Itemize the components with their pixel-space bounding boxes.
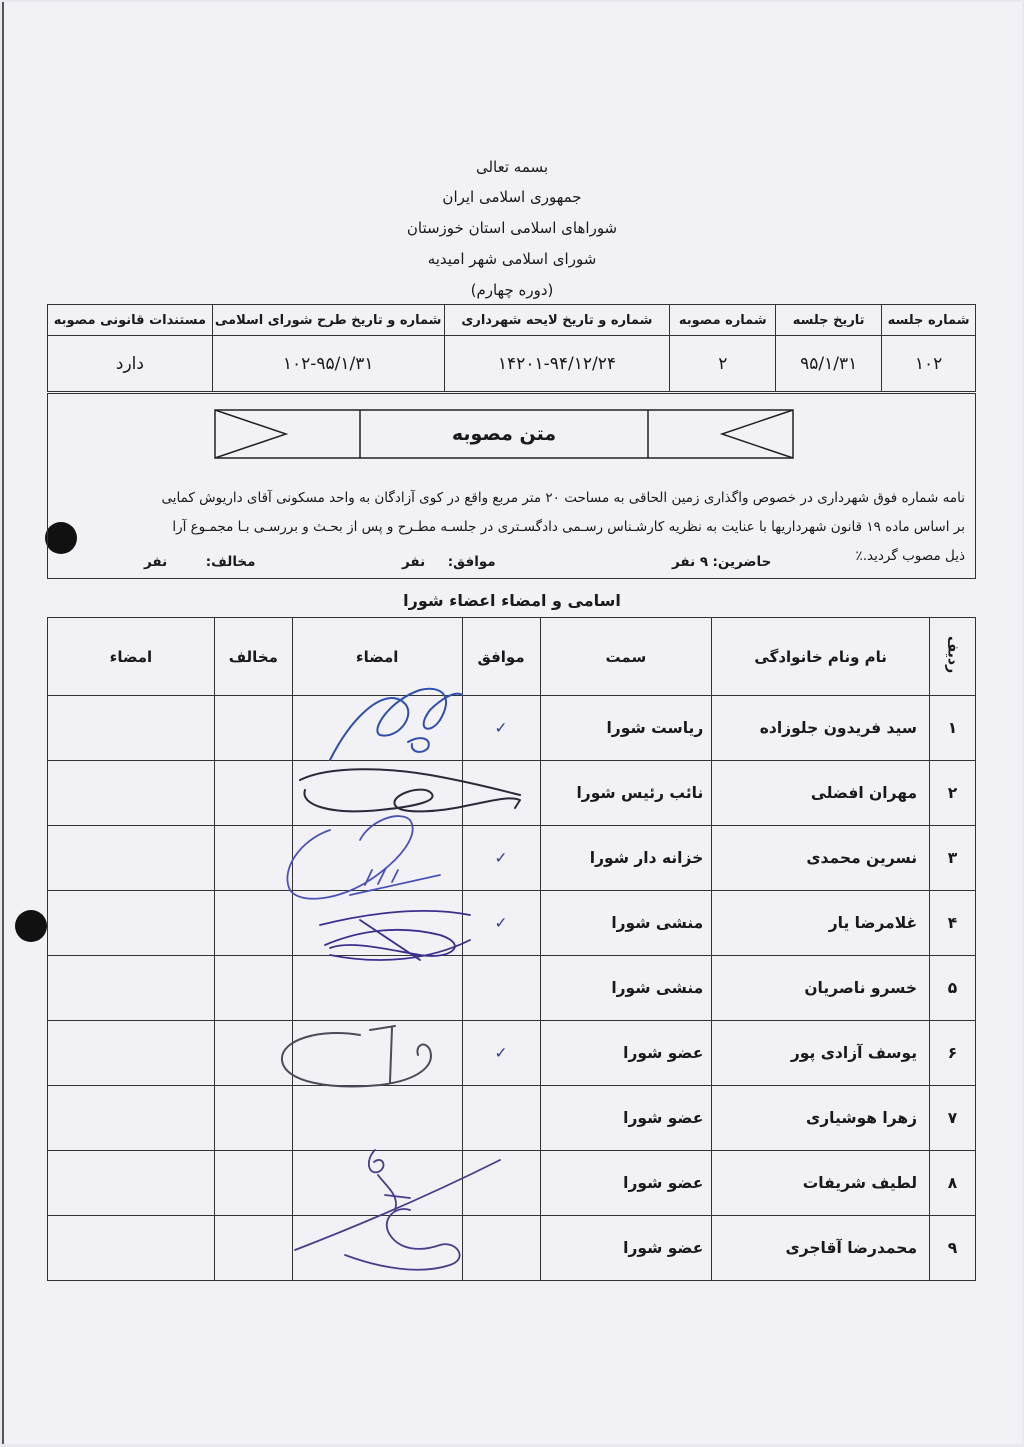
oppose-cell bbox=[214, 826, 292, 891]
signature-oppose-cell bbox=[48, 696, 215, 761]
oppose-cell bbox=[214, 956, 292, 1021]
member-name: لطیف شریفات bbox=[712, 1151, 930, 1216]
signature-cell bbox=[292, 1086, 462, 1151]
signature-cell bbox=[292, 891, 462, 956]
member-role: عضو شورا bbox=[540, 1216, 712, 1281]
resolution-line: ذیل مصوب گردید.٪ bbox=[855, 548, 965, 564]
header-council-plan: شماره و تاریخ طرح شورای اسلامی bbox=[212, 305, 444, 336]
row-number: ۸ bbox=[930, 1151, 976, 1216]
council-plan: ۱۰۲-۹۵/۱/۳۱ bbox=[212, 336, 444, 392]
agree-check-icon bbox=[462, 1151, 540, 1216]
city-council: شورای اسلامی شهر امیدیه bbox=[427, 250, 597, 268]
signature-oppose-cell bbox=[48, 1216, 215, 1281]
oppose-count bbox=[144, 554, 255, 570]
header-resolution-number: شماره مصوبه bbox=[670, 305, 776, 336]
table-row bbox=[48, 761, 976, 826]
signature-oppose-cell bbox=[48, 1021, 215, 1086]
row-number: ۵ bbox=[930, 956, 976, 1021]
oppose-cell bbox=[214, 1021, 292, 1086]
table-row bbox=[48, 696, 976, 761]
agree-count bbox=[402, 554, 496, 570]
row-number: ۱ bbox=[930, 696, 976, 761]
signature-cell bbox=[292, 1151, 462, 1216]
member-role: عضو شورا bbox=[540, 1086, 712, 1151]
member-role: منشی شورا bbox=[540, 891, 712, 956]
members-title: اسامی و امضاء اعضاء شورا bbox=[403, 591, 621, 610]
punch-hole bbox=[15, 910, 47, 942]
signature-cell bbox=[292, 1021, 462, 1086]
row-number: ۶ bbox=[930, 1021, 976, 1086]
resolution-line: بر اساس ماده ۱۹ قانون شهرداریها با عنایت به نظریه کارشـناس رسـمی دادگسـتری در جلسـه مطـرح و پس از بحـث و بررسـی بـا مجمـوع آرا bbox=[172, 519, 965, 535]
header-session-date: تاریخ جلسه bbox=[776, 305, 882, 336]
signature-oppose-cell bbox=[48, 1151, 215, 1216]
oppose-cell bbox=[214, 1216, 292, 1281]
oppose-cell bbox=[214, 891, 292, 956]
resolution-number: ۲ bbox=[670, 336, 776, 392]
resolution-title: متن مصوبه bbox=[451, 423, 557, 445]
member-role: عضو شورا bbox=[540, 1021, 712, 1086]
oppose-cell bbox=[214, 761, 292, 826]
signature-oppose-cell bbox=[48, 891, 215, 956]
table-row bbox=[48, 1216, 976, 1281]
header-position: سمت bbox=[540, 618, 712, 696]
table-row bbox=[48, 1086, 976, 1151]
resolution-meta-table bbox=[47, 304, 976, 392]
member-name: مهران افضلی bbox=[712, 761, 930, 826]
agree-check-icon: ✓ bbox=[462, 826, 540, 891]
table-row bbox=[48, 826, 976, 891]
member-name: غلامرضا یار bbox=[712, 891, 930, 956]
header-oppose: مخالف bbox=[214, 618, 292, 696]
municipality-bill: ۱۴۲۰۱-۹۴/۱۲/۲۴ bbox=[444, 336, 670, 392]
member-name: یوسف آزادی پور bbox=[712, 1021, 930, 1086]
signature-oppose-cell bbox=[48, 956, 215, 1021]
signature-oppose-cell bbox=[48, 1086, 215, 1151]
table-row bbox=[48, 1151, 976, 1216]
signature-cell bbox=[292, 696, 462, 761]
session-date: ۹۵/۱/۳۱ bbox=[776, 336, 882, 392]
member-name: سید فریدون جلوزاده bbox=[712, 696, 930, 761]
province-council: شوراهای اسلامی استان خوزستان bbox=[406, 219, 618, 237]
header-municipality-bill: شماره و تاریخ لایحه شهرداری bbox=[444, 305, 670, 336]
member-role: خزانه دار شورا bbox=[540, 826, 712, 891]
oppose-label: مخالف: bbox=[205, 554, 256, 570]
oppose-cell bbox=[214, 696, 292, 761]
header-agree: موافق bbox=[462, 618, 540, 696]
signature-cell bbox=[292, 1216, 462, 1281]
header-full-name: نام ونام خانوادگی bbox=[712, 618, 930, 696]
oppose-cell bbox=[214, 1151, 292, 1216]
agree-check-icon bbox=[462, 761, 540, 826]
table-row bbox=[48, 1021, 976, 1086]
header-signature: امضاء bbox=[292, 618, 462, 696]
member-name: زهرا هوشیاری bbox=[712, 1086, 930, 1151]
member-name: نسرین محمدی bbox=[712, 826, 930, 891]
present-value: ۹ نفر bbox=[672, 554, 709, 570]
signature-cell bbox=[292, 826, 462, 891]
session-number: ۱۰۲ bbox=[882, 336, 976, 392]
signature-cell bbox=[292, 761, 462, 826]
agree-unit: نفر bbox=[402, 554, 426, 570]
signature-oppose-cell bbox=[48, 826, 215, 891]
row-number: ۷ bbox=[930, 1086, 976, 1151]
members-table bbox=[47, 617, 976, 1281]
legal-documents: دارد bbox=[48, 336, 213, 392]
invocation: بسمه تعالی bbox=[475, 158, 549, 176]
table-row bbox=[48, 891, 976, 956]
member-role: نائب رئیس شورا bbox=[540, 761, 712, 826]
agree-check-icon: ✓ bbox=[462, 696, 540, 761]
agree-check-icon bbox=[462, 1086, 540, 1151]
member-name: محمدرضا آقاجری bbox=[712, 1216, 930, 1281]
agree-check-icon bbox=[462, 1216, 540, 1281]
row-number: ۴ bbox=[930, 891, 976, 956]
member-role: عضو شورا bbox=[540, 1151, 712, 1216]
member-name: خسرو ناصریان bbox=[712, 956, 930, 1021]
oppose-cell bbox=[214, 1086, 292, 1151]
agree-check-icon: ✓ bbox=[462, 1021, 540, 1086]
agree-check-icon: ✓ bbox=[462, 891, 540, 956]
signature-cell bbox=[292, 956, 462, 1021]
present-count bbox=[672, 554, 771, 570]
header-row-number: ردیف bbox=[930, 618, 976, 696]
row-number: ۳ bbox=[930, 826, 976, 891]
resolution-line: نامه شماره فوق شهرداری در خصوص واگذاری زمین الحاقی به مساحت ۲۰ متر مربع واقع در کوی آزادگان به واحد مسکونی آقای داریوش کمایی bbox=[161, 490, 965, 506]
country-name: جمهوری اسلامی ایران bbox=[442, 188, 582, 206]
present-label: حاضرین: bbox=[712, 554, 772, 570]
agree-check-icon bbox=[462, 956, 540, 1021]
agree-label: موافق: bbox=[447, 554, 496, 570]
header-session-number: شماره جلسه bbox=[882, 305, 976, 336]
member-role: ریاست شورا bbox=[540, 696, 712, 761]
council-term: (دوره چهارم) bbox=[470, 281, 554, 299]
row-number: ۹ bbox=[930, 1216, 976, 1281]
header-signature-oppose: امضاء bbox=[48, 618, 215, 696]
row-number: ۲ bbox=[930, 761, 976, 826]
signature-oppose-cell bbox=[48, 761, 215, 826]
header-legal-documents: مستندات قانونی مصوبه bbox=[48, 305, 213, 336]
table-row bbox=[48, 956, 976, 1021]
member-role: منشی شورا bbox=[540, 956, 712, 1021]
oppose-unit: نفر bbox=[144, 554, 168, 570]
